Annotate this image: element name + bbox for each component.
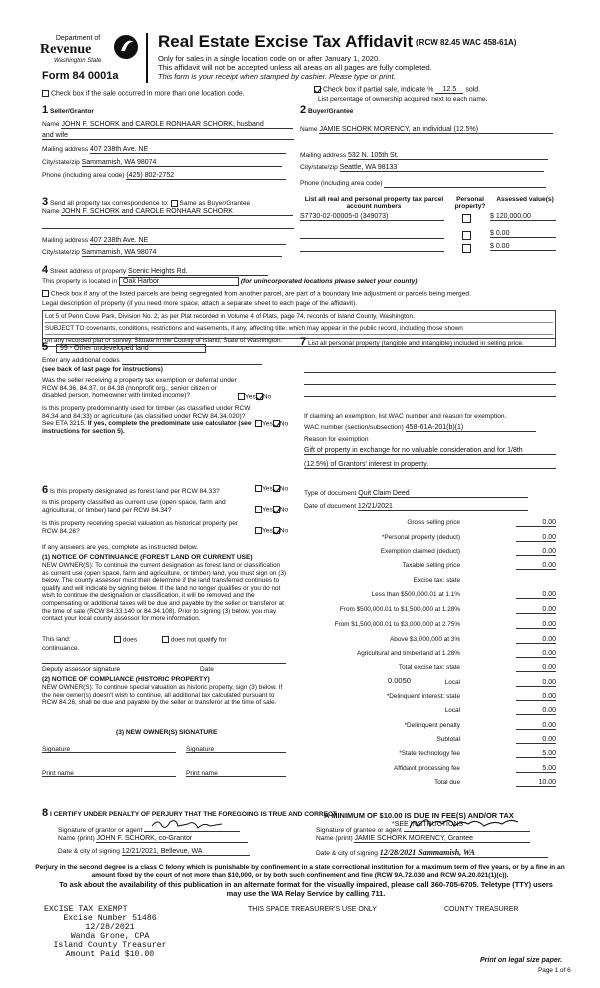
seller-phone-label: Phone (including area code) — [42, 172, 125, 179]
tax-row — [310, 621, 556, 633]
historic-answer — [255, 527, 288, 534]
seller-name-row — [42, 121, 294, 129]
correspondence-row: 3 Send all property tax correspondence to: Same as Buyer/Grantee — [42, 196, 251, 208]
tax-row-value[interactable]: 0.00 — [516, 621, 556, 629]
does-label: does — [122, 636, 138, 644]
treasurer-stamp — [40, 905, 180, 959]
tax-row-label: From $500,000.01 to $1,500,000 at 1.28% — [339, 606, 460, 613]
grantee-date-field[interactable]: 12/28/2021 Sammamish, WA — [380, 848, 548, 858]
yes-label: Yes — [245, 393, 256, 401]
header-divider — [146, 33, 148, 83]
tax-row — [310, 664, 556, 676]
tax-row — [310, 534, 556, 546]
parcel-number-field[interactable]: S7730-02-00005-0 (349073) — [300, 213, 444, 221]
current-use-answer — [255, 506, 288, 513]
tax-row — [310, 765, 556, 777]
tax-row-label: Less than $500,000.01 at 1.1% — [371, 591, 460, 598]
reason-field-1[interactable]: Gift of property in exchange for no valuable consideration and for 1/8th — [304, 447, 556, 455]
pct-note: List percentage of ownership acquired next to each name. — [318, 96, 488, 103]
personal-property-row: 7 List all personal property (tangible and intangible) included in selling price. — [300, 336, 524, 348]
exemption-answer — [238, 393, 271, 400]
tax-row-label: Total due — [434, 779, 460, 786]
form-number: Form 84 0001a — [42, 70, 119, 82]
legal-line-3: on any recorded plat or survey. Situate in the County of Island, State of Washington. — [45, 337, 283, 344]
assessed-value-field[interactable]: $ 0.00 — [490, 230, 556, 238]
no-label: No — [262, 393, 272, 401]
tax-row — [310, 679, 556, 691]
tax-row — [310, 606, 556, 618]
grantor-signature-image — [148, 816, 236, 832]
reason-field-2[interactable]: (12.5%) of Grantors' interest in property. — [304, 461, 556, 469]
continuance-label: continuance. — [42, 645, 80, 652]
stamp-line: Island County Treasurer — [53, 941, 167, 950]
additional-codes-row — [42, 357, 262, 365]
timber-answer — [255, 420, 288, 427]
tax-row-value[interactable]: 0.00 — [516, 636, 556, 644]
parcel-header: List all real and personal property tax parcel account numbers — [304, 196, 444, 210]
grantor-name-label: Name (print) — [58, 835, 95, 842]
tax-row-label: Affidavit processing fee — [394, 765, 460, 772]
personal-property-line[interactable] — [304, 384, 556, 385]
tax-row-label: Excise tax: state — [413, 577, 460, 584]
grantee-signature-image — [406, 814, 528, 832]
additional-codes-note: (see back of last page for instructions) — [42, 366, 163, 373]
no-checkbox[interactable] — [273, 506, 280, 513]
seller-city-label: City/state/zip — [42, 159, 80, 166]
does-not-checkbox[interactable] — [162, 636, 169, 643]
sec3-blank-line — [42, 228, 294, 229]
grantee-name-label: Name (print) — [316, 835, 353, 842]
personal-checkbox[interactable] — [462, 244, 471, 253]
tax-row — [310, 636, 556, 648]
sec3-mail-field[interactable]: 407 238th Ave. NE — [90, 237, 286, 245]
no-checkbox[interactable] — [273, 420, 280, 427]
street-address-row: 4 Street address of property Scenic Heights Rd. — [42, 264, 268, 276]
personal-property-line[interactable] — [304, 372, 556, 373]
tax-row-label: *Delinquent penalty — [404, 722, 460, 729]
sec3-mail-row — [42, 237, 286, 245]
tax-row — [310, 750, 556, 762]
no-label: No — [279, 527, 289, 535]
seller-heading: 1 Seller/Grantor — [42, 104, 94, 116]
see-instructions: *SEE INSTRUCTIONS — [392, 821, 464, 828]
seller-city-row — [42, 159, 282, 167]
doc-date-row — [304, 503, 528, 511]
sec3-city-field[interactable]: Sammamish, WA 98074 — [82, 249, 282, 257]
tax-row — [310, 519, 556, 531]
perjury-notice: Perjury in the second degree is a class C felony which is punishable by confinement in a state correctional institution for a maximum term of five years, or by a fine in an amount fixed by the court of not more than $10,000, or by both such confinement and fine (RCW 9A.72.030 and RCW 9A.20.021(1)(c)). — [35, 864, 565, 879]
same-as-buyer-checkbox[interactable] — [171, 200, 178, 207]
header-instructions — [158, 54, 432, 81]
form-rcw: (RCW 82.45 WAC 458-61A) — [416, 38, 517, 47]
partial-sale-label: Check box if partial sale, indicate % — [322, 86, 434, 94]
does-checkbox[interactable] — [114, 636, 121, 643]
wa-logo-icon — [112, 33, 140, 61]
additional-codes-label: Enter any additional codes — [42, 357, 120, 364]
location-note: (for unincorporated locations please select your county) — [240, 278, 418, 285]
grantor-name-row — [58, 835, 248, 843]
tax-row — [310, 736, 556, 748]
forest-answer — [255, 485, 288, 492]
same-as-buyer-label: Same as Buyer/Grantee — [179, 200, 251, 207]
partial-sale-checkbox[interactable] — [314, 86, 321, 93]
legal-label: Legal description of property (if you need more space, attach a separate sheet to each page of the affidavit). — [42, 300, 358, 307]
tax-row-label: Agricultural and timberland at 1.28% — [356, 650, 460, 657]
yes-checkbox[interactable] — [255, 485, 262, 492]
revenue-label: Revenue — [40, 42, 92, 57]
does-not-option — [162, 636, 227, 643]
tax-row-value[interactable]: 0.00 — [516, 534, 556, 542]
correspondence-label: Send all property tax correspondence to: — [49, 200, 169, 207]
print-name-label: Print name — [42, 770, 74, 777]
grantee-date-label: Date & city of signing — [316, 850, 378, 857]
header-line1: Only for sales in a single location code on or after January 1, 2020. — [158, 54, 381, 63]
personal-header: Personal property? — [454, 196, 486, 210]
wac-label: WAC number (section/subsection) — [304, 424, 404, 431]
notice-2-text: NEW OWNER(S): To continue special valuation as historic property, sign (3) below. If the new owner(s) doesn't wish to continue, all additional tax calculated pursuant to RCW 84.26, shall be due and payable by the seller or transferor at the time of sale. — [42, 684, 283, 707]
timber-question — [42, 405, 252, 435]
partial-sold-label: sold. — [465, 86, 481, 94]
tax-row — [310, 693, 556, 705]
exemption-claim-label: If claiming an exemption, list WAC number and reason for exemption. — [304, 413, 507, 420]
no-label: No — [279, 485, 289, 493]
buyer-name-label: Name — [300, 126, 318, 133]
wac-field[interactable]: 458-61A-201(b)(1) — [406, 424, 536, 432]
tax-row — [310, 562, 556, 574]
seller-city-field[interactable]: Sammamish, WA 98074 — [82, 159, 282, 167]
multi-location-checkbox[interactable] — [42, 90, 49, 97]
location-label: This property is located in — [42, 278, 118, 285]
revenue-logo — [40, 35, 140, 64]
yes-label: Yes — [262, 420, 273, 428]
no-checkbox[interactable] — [273, 485, 280, 492]
notice-3-heading: (3) NEW OWNER(S) SIGNATURE — [116, 729, 218, 736]
certify-label: I CERTIFY UNDER PENALTY OF PERJURY THAT THE FOREGOING IS TRUE AND CORRECT — [49, 811, 337, 818]
assessed-header: Assessed value(s) — [496, 196, 554, 203]
grantee-name-row — [316, 835, 530, 843]
seller-name-label: Name — [42, 121, 60, 128]
notice-2-heading: (2) NOTICE OF COMPLIANCE (HISTORIC PROPERTY) — [42, 676, 210, 683]
tax-row — [310, 779, 556, 791]
tax-row-label: *Delinquent interest: state — [386, 693, 460, 700]
notice-1-heading: (1) NOTICE OF CONTINUANCE (FOREST LAND OR CURRENT USE) — [42, 554, 253, 561]
multi-location-row — [42, 90, 245, 97]
doc-date-label: Date of document — [304, 503, 357, 510]
segregate-label: Check box if any of the listed parcels are being segregated from another parcel, are part of a boundary line adjustment or parcels being merged. — [50, 290, 471, 298]
yes-label: Yes — [262, 485, 273, 493]
sec3-name-field[interactable]: JOHN F. SCHORK and CAROLE RONHAAR SCHORK — [61, 208, 293, 216]
historic-question: Is this property receiving special valuation as historical property per RCW 84.26? — [42, 520, 239, 535]
tax-row-value[interactable]: 0.00 — [516, 606, 556, 614]
tax-row — [310, 591, 556, 603]
street-address-label: Street address of property — [49, 268, 127, 275]
yes-checkbox[interactable] — [238, 393, 245, 400]
buyer-city-field[interactable]: Seattle, WA 98133 — [340, 164, 544, 172]
timber-question-text: Is this property predominantly used for timber (as classified under RCW 84.34 and 84.33) or agriculture (as classified under RCW 84.34.020)? See ETA 3215. — [42, 405, 251, 427]
dept-label: Department of — [55, 35, 101, 42]
header-line3: This form is your receipt when stamped by cashier. Please type or print. — [158, 72, 396, 81]
grantee-date-row — [316, 848, 548, 858]
grantee-signature-row — [316, 822, 530, 834]
tax-row-label: Local — [444, 707, 460, 714]
land-use-select[interactable]: 99 - Other undeveloped land — [56, 344, 206, 353]
tax-row — [310, 650, 556, 662]
print-name-label: Print name — [186, 770, 218, 777]
tax-row-value[interactable]: 0.00 — [516, 693, 556, 701]
seller-mail-field[interactable]: 407 238th Ave. NE — [90, 146, 286, 154]
signature-label: Signature — [42, 746, 71, 753]
tax-row-value[interactable]: 0.00 — [516, 664, 556, 672]
does-option — [114, 636, 137, 643]
personal-property-label: List all personal property (tangible and intangible) included in selling price. — [307, 340, 524, 347]
partial-pct-field[interactable]: 12.5 — [435, 86, 463, 94]
yes-checkbox[interactable] — [255, 420, 262, 427]
buyer-name-field[interactable]: JAMIE SCHORK MORENCY, an individual (12.5%) — [319, 126, 553, 134]
no-label: No — [279, 506, 289, 514]
buyer-heading-label: Buyer/Grantee — [307, 108, 354, 115]
street-address-field[interactable]: Scenic Heights Rd. — [128, 268, 268, 276]
tax-row — [310, 707, 556, 719]
buyer-phone-row — [300, 180, 546, 188]
tax-row-label: *State technology fee — [399, 750, 460, 757]
tax-row-value[interactable]: 0.00 — [516, 679, 556, 687]
tax-row-value[interactable]: 5.00 — [516, 765, 556, 773]
grantor-name-field[interactable]: JOHN F. SCHORK, co-Grantor — [96, 835, 248, 843]
buyer-phone-label: Phone (including area code) — [300, 180, 383, 187]
seller-phone-field[interactable]: (425) 802-2752 — [126, 172, 286, 180]
location-select[interactable]: Oak Harbor — [119, 277, 239, 286]
grantee-signature-label: Signature of grantee or agent — [316, 827, 402, 834]
seller-mail-label: Mailing address — [42, 146, 89, 153]
yes-label: Yes — [262, 506, 273, 514]
personal-checkbox[interactable] — [462, 214, 471, 223]
land-use-row: 5 99 - Other undeveloped land — [42, 341, 206, 353]
stamp-line: Wanda Grone, CPA — [70, 932, 150, 941]
assessed-value-field[interactable]: $ 120,000.00 — [490, 213, 556, 221]
legal-line-2: SUBJECT TO covenants, conditions, restrictions and easements, if any, affecting title, which may appear in the public record, including those shown — [45, 323, 553, 335]
seller-name-field[interactable]: JOHN F. SCHORK and CAROLE RONHAAR SCHORK, husband — [61, 121, 293, 129]
grantor-signature-row — [58, 822, 240, 834]
county-treasurer-label: COUNTY TREASURER — [444, 906, 519, 913]
buyer-city-row — [300, 164, 544, 172]
sec3-city-label: City/state/zip — [42, 249, 80, 256]
buyer-mail-field[interactable]: 532 N. 105th St. — [348, 152, 548, 160]
personal-property-line[interactable] — [304, 396, 556, 397]
tax-row-label: Gross selling price — [407, 519, 460, 526]
sec3-name-label: Name — [42, 208, 60, 215]
header-line2: This affidavit will not be accepted unless all areas on all pages are fully completed. — [158, 63, 432, 72]
state-label: Washington State — [54, 58, 102, 64]
current-use-question: Is this property classified as current use (open space, farm and agricultural, or timber) land per RCW 84.34? — [42, 499, 226, 514]
forest-question: 6 Is this property designated as forest land per RCW 84.33? — [42, 484, 220, 496]
doc-type-field[interactable]: Quit Claim Deed — [358, 490, 528, 498]
tax-row-label: Taxable selling price — [402, 562, 460, 569]
form-title: Real Estate Excise Tax Affidavit — [158, 32, 414, 51]
segregate-row — [42, 290, 562, 297]
seller-mail-row — [42, 146, 286, 154]
doc-date-field[interactable]: 12/21/2021 — [358, 503, 528, 511]
tax-row-value[interactable]: 0.00 — [516, 591, 556, 599]
grantee-name-field[interactable]: JAMIE SCHORK MORENCY, Grantee — [354, 835, 530, 843]
no-label: No — [279, 420, 289, 428]
forest-question-text: Is this property designated as forest land per RCW 84.33? — [49, 488, 220, 495]
tax-row-value[interactable]: 0.00 — [516, 722, 556, 730]
buyer-name-row — [300, 126, 553, 134]
tax-row-value[interactable]: 5.00 — [516, 750, 556, 758]
tax-row-value[interactable]: 0.00 — [516, 650, 556, 658]
stamp-line: 12/28/2021 — [85, 923, 135, 932]
grantor-date-field[interactable]: 12/21/2021, Bellevue, WA — [122, 848, 250, 856]
tax-row-label: Subtotal — [436, 736, 460, 743]
legal-paper-note: Print on legal size paper. — [480, 957, 563, 964]
stamp-line: Excise Number 51486 — [63, 914, 157, 923]
signature-label: Signature — [186, 746, 215, 753]
location-row — [42, 277, 417, 286]
does-not-label: does not qualify for — [170, 636, 227, 644]
assessed-value-field[interactable]: $ 0.00 — [490, 243, 556, 251]
tax-row-value[interactable]: 0.00 — [516, 519, 556, 527]
segregate-checkbox[interactable] — [42, 290, 49, 297]
tax-row — [310, 577, 556, 589]
tax-row-value[interactable]: 0.00 — [516, 736, 556, 744]
buyer-mail-row — [300, 152, 548, 160]
stamp-line: Amount Paid $10.00 — [65, 950, 155, 959]
seller-phone-row — [42, 172, 286, 180]
buyer-mail-label: Mailing address — [300, 152, 347, 159]
tax-row-value[interactable]: 10.00 — [516, 779, 556, 787]
tax-row-value[interactable]: 0.00 — [516, 562, 556, 570]
tax-row-label: Local — [444, 679, 460, 686]
tax-row-value[interactable]: 0.00 — [516, 707, 556, 715]
yes-checkbox[interactable] — [255, 506, 262, 513]
exemption-question: Was the seller receiving a property tax exemption or deferral under RCW 84.36, 84.37, or 84.38 (nonprofit org., senior citizen or disabled person, homeowner with limited income)? — [42, 377, 237, 399]
seller-heading-label: Seller/Grantor — [49, 108, 94, 115]
seller-name-field-2[interactable]: and wife — [42, 132, 294, 140]
personal-checkbox[interactable] — [462, 231, 471, 240]
doc-type-label: Type of document — [304, 490, 357, 497]
legal-line-1: Lot 5 of Penn Cove Park, Division No. 2, as per Plat recorded in Volume 4 of Plats, page 74, records of Island County, Washington. — [45, 311, 553, 323]
notice-1-text: NEW OWNER(S): To continue the current designation as forest land or classification as current use (open space, farm and agriculture, or timber) land, you must sign on (3) below. The county assessor must then determine if the land transferred continues to qualify and will indicate by signing below. If the land no longer qualifies or you do not wish to continue the designation or classification, it will be removed and the compensating or additional taxes will be due and payable by the seller or transferor at the time of sale (RCW 84.33.140 or 84.34.108). Prior to signing (3) below, you may contact your local county assessor for more information. — [42, 562, 287, 623]
multi-location-label: Check box if the sale occurred in more than one location code. — [50, 90, 245, 98]
timber-question-note: If yes, complete the predominate use calculator (see instructions for section 5). — [42, 420, 252, 435]
deputy-signature-line[interactable] — [42, 663, 286, 664]
sec3-mail-label: Mailing address — [42, 237, 89, 244]
tax-row — [310, 548, 556, 560]
parcel-number-field[interactable] — [300, 243, 444, 252]
sec3-name-row — [42, 208, 293, 216]
deputy-date-label: Date — [200, 666, 214, 673]
buyer-city-label: City/state/zip — [300, 164, 338, 171]
minimum-due-note: A MINIMUM OF $10.00 IS DUE IN FEE(S) AND/OR TAX — [324, 811, 514, 820]
yes-checkbox[interactable] — [255, 527, 262, 534]
stamp-line: EXCISE TAX EXEMPT — [44, 905, 128, 914]
tax-row-label: Above $3,000,000 at 3% — [390, 636, 460, 643]
no-checkbox[interactable] — [256, 393, 263, 400]
certify-row: 8 I CERTIFY UNDER PENALTY OF PERJURY THAT THE FOREGOING IS TRUE AND CORRECT — [42, 807, 337, 819]
no-checkbox[interactable] — [273, 527, 280, 534]
tax-row-value[interactable]: 0.00 — [516, 548, 556, 556]
sec3-city-row — [42, 249, 282, 257]
parcel-number-field[interactable] — [300, 230, 444, 239]
doc-type-row — [304, 490, 528, 498]
tax-row-label: *Personal property (deduct) — [381, 534, 460, 541]
tax-row-label: Total excise tax: state — [398, 664, 460, 671]
wac-row — [304, 424, 536, 432]
reason-label: Reason for exemption — [304, 436, 369, 443]
grantor-signature-label: Signature of grantor or agent — [58, 827, 143, 834]
grantor-date-label: Date & city of signing — [58, 848, 120, 855]
alternate-format-notice: To ask about the availability of this publication in an alternate format for the visually impaired, please call 360-705-6705. Teletype (TTY) users may use the WA Relay Service by calling 711. — [59, 880, 553, 898]
tax-row — [310, 722, 556, 734]
yes-label: Yes — [262, 527, 273, 535]
deputy-label: Deputy assessor signature — [42, 666, 121, 673]
buyer-heading: 2 Buyer/Grantee — [300, 104, 354, 116]
partial-sale-row — [314, 86, 480, 94]
tax-row-label: From $1,500,000.01 to $3,000,000 at 2.75% — [334, 621, 460, 628]
page-number: Page 1 of 6 — [538, 967, 571, 974]
local-rate: 0.0050 — [388, 676, 411, 685]
grantor-date-row — [58, 848, 250, 856]
treasurer-use-label: THIS SPACE TREASURER'S USE ONLY — [248, 906, 377, 913]
tax-row-label: Exemption claimed (deduct) — [380, 548, 460, 555]
answers-note: If any answers are yes, complete as instructed below. — [42, 544, 199, 551]
this-land-label: This land: — [42, 636, 71, 643]
